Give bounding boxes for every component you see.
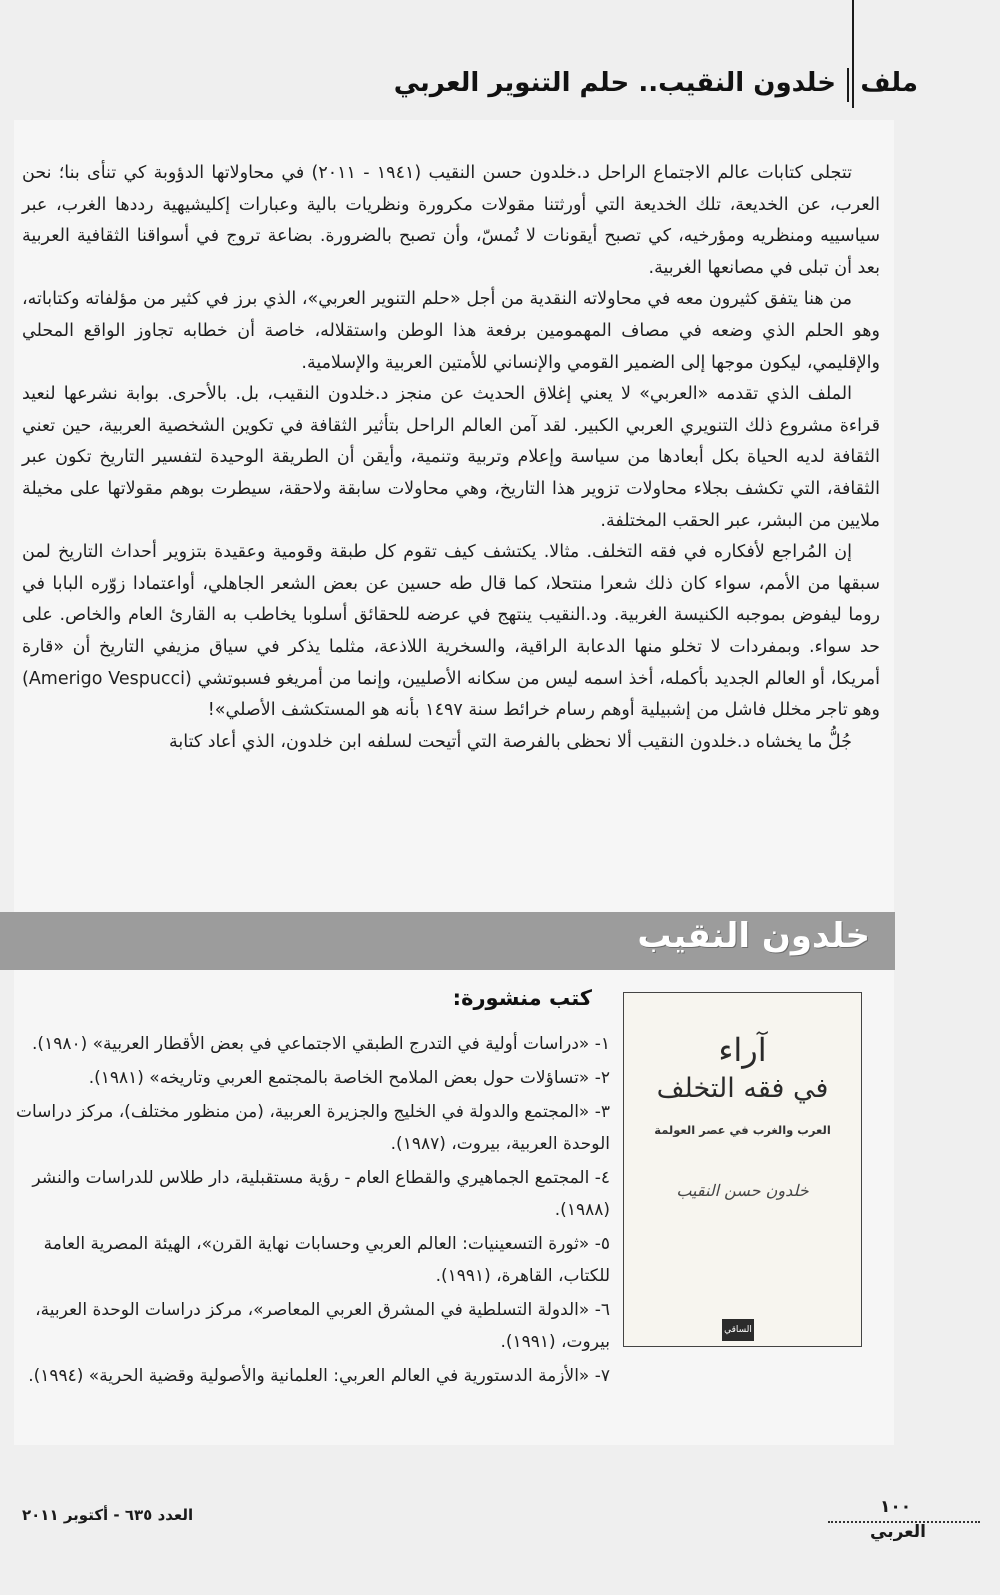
book-item: ٤- المجتمع الجماهيري والقطاع العام - رؤية مستقبلية، دار طلاس للدراسات والنشر (١٩٨٨). xyxy=(32,1168,610,1220)
section-label: ملف xyxy=(860,68,918,98)
page-title: خلدون النقيب.. حلم التنوير العربي xyxy=(393,68,836,98)
book-item: ١- «دراسات أولية في التدرج الطبقي الاجتماعي في بعض الأقطار العربية» (١٩٨٠). xyxy=(32,1034,610,1054)
page-number: ١٠٠ xyxy=(880,1497,912,1517)
article-body xyxy=(22,158,880,758)
article-paragraph: الملف الذي تقدمه «العربي» لا يعني إغلاق الحديث عن منجز د.خلدون النقيب، بل. بالأحرى. بوابة نشرعها لنعيد قراءة مشروع ذلك التنويري العربي الكبير. لقد آمن العالم الراحل بتأثير الثقافة في تكوين الشخصية العربية، حين تعني الثقافة لديه الحياة بكل أبعادها من سياسة وإعلام وتربية وتنمية، وأيقن أن الطريقة الوحيدة لتفسير التاريخ تكون عبر الثقافة، التي تكشف بجلاء محاولات تزوير هذا التاريخ، وهي محاولات سابقة ولاحقة، سيطرت بوهم مقولاتها على مخيلة ملايين من البشر، عبر الحقب المختلفة. xyxy=(22,384,880,531)
publisher-logo-icon: الساقي xyxy=(722,1319,754,1341)
magazine-name: العربي xyxy=(870,1522,926,1542)
issue-info: العدد ٦٣٥ - أكتوبر ٢٠١١ xyxy=(22,1506,194,1524)
book-item: ٥- «ثورة التسعينيات: العالم العربي وحسابات نهاية القرن»، الهيئة المصرية العامة للكتاب، القاهرة، (١٩٩١). xyxy=(43,1234,610,1286)
books-list xyxy=(16,1028,610,1394)
cover-title-line1: آراء xyxy=(718,1031,767,1069)
book-item: ٧- «الأزمة الدستورية في العالم العربي: العلمانية والأصولية وقضية الحرية» (١٩٩٤). xyxy=(28,1366,610,1386)
article-paragraph: من هنا يتفق كثيرون معه في محاولاته النقدية من أجل «حلم التنوير العربي»، الذي برز في كثير من مؤلفاته وكتاباته، وهو الحلم الذي وضعه في مصاف المهمومين برفعة هذا الوطن واستقلاله، خاصة أن خطابه تجاوز الواقع المحلي والإقليمي، ليكون موجها إلى الضمير القومي والإنساني للأمتين العربية والإسلامية. xyxy=(22,289,880,373)
cover-subtitle: العرب والغرب في عصر العولمة xyxy=(654,1123,831,1137)
cover-title-line2: في فقه التخلف xyxy=(656,1073,829,1104)
cover-author: خلدون حسن النقيب xyxy=(676,1181,809,1200)
page-header xyxy=(0,62,1000,112)
article-paragraph: جُلُّ ما يخشاه د.خلدون النقيب ألا نحظى بالفرصة التي أتيحت لسلفه ابن خلدون، الذي أعاد كتابة xyxy=(168,731,852,752)
book-cover xyxy=(623,992,862,1347)
book-item: ٢- «تساؤلات حول بعض الملامح الخاصة بالمجتمع العربي وتاريخه» (١٩٨١). xyxy=(88,1068,610,1088)
book-item: ٣- «المجتمع والدولة في الخليج والجزيرة العربية، (من منظور مختلف)، مركز دراسات الوحدة العربية، بيروت، (١٩٨٧). xyxy=(16,1102,610,1154)
banner-title: خلدون النقيب xyxy=(637,916,870,956)
book-item: ٦- «الدولة التسلطية في المشرق العربي المعاصر»، مركز دراسات الوحدة العربية، بيروت، (١٩٩١). xyxy=(35,1300,610,1352)
article-paragraph: إن المُراجع لأفكاره في فقه التخلف. مثالا. يكتشف كيف تقوم كل طبقة وقومية وعقيدة بتزوير أحداث التاريخ لمن سبقها من الأمم، سواء كان ذلك شعرا منتحلا، كما قال طه حسين عن بعض الشعر الجاهلي، أواعتمادا زوّره البابا في روما ليفوض بموجبه الكنيسة الغربية. ود.النقيب ينتهج في عرضه للحقائق أسلوبا يخاطب به القارئ العام والخاص. على حد سواء. وبمفردات لا تخلو منها الدعابة الراقية، والسخرية اللاذعة، مثلما يذكر في سياق مزيفي التاريخ أن «قارة أمريكا، أو العالم الجديد بأكمله، أخذ اسمه ليس من سكانه الأصليين، وإنما من أمريغو فسبوتشي (Amerigo Vespucci) وهو تاجر مخلل فاشل من إشبيلية أوهم رسام خرائط سنة ١٤٩٧ بأنه هو المستكشف الأصلي»! xyxy=(22,542,880,721)
header-separator xyxy=(847,68,849,102)
books-heading: كتب منشورة: xyxy=(452,986,592,1010)
article-paragraph: تتجلى كتابات عالم الاجتماع الراحل د.خلدون حسن النقيب (١٩٤١ - ٢٠١١) في محاولاتها الدؤوبة كي تنأى بنا؛ نحن العرب، عن الخديعة، تلك الخديعة التي أورثتنا مقولات مكرورة ونظريات بالية وعبارات إكليشيهية رددها الغرب، عبر سياسييه ومنظريه ومؤرخيه، كي تصبح أيقونات لا تُمسّ، وأن تصبح بالضرورة. بضاعة تروج في أسواقنا الثقافية العربية بعد أن تبلى في مصانعها الغربية. xyxy=(22,163,880,278)
